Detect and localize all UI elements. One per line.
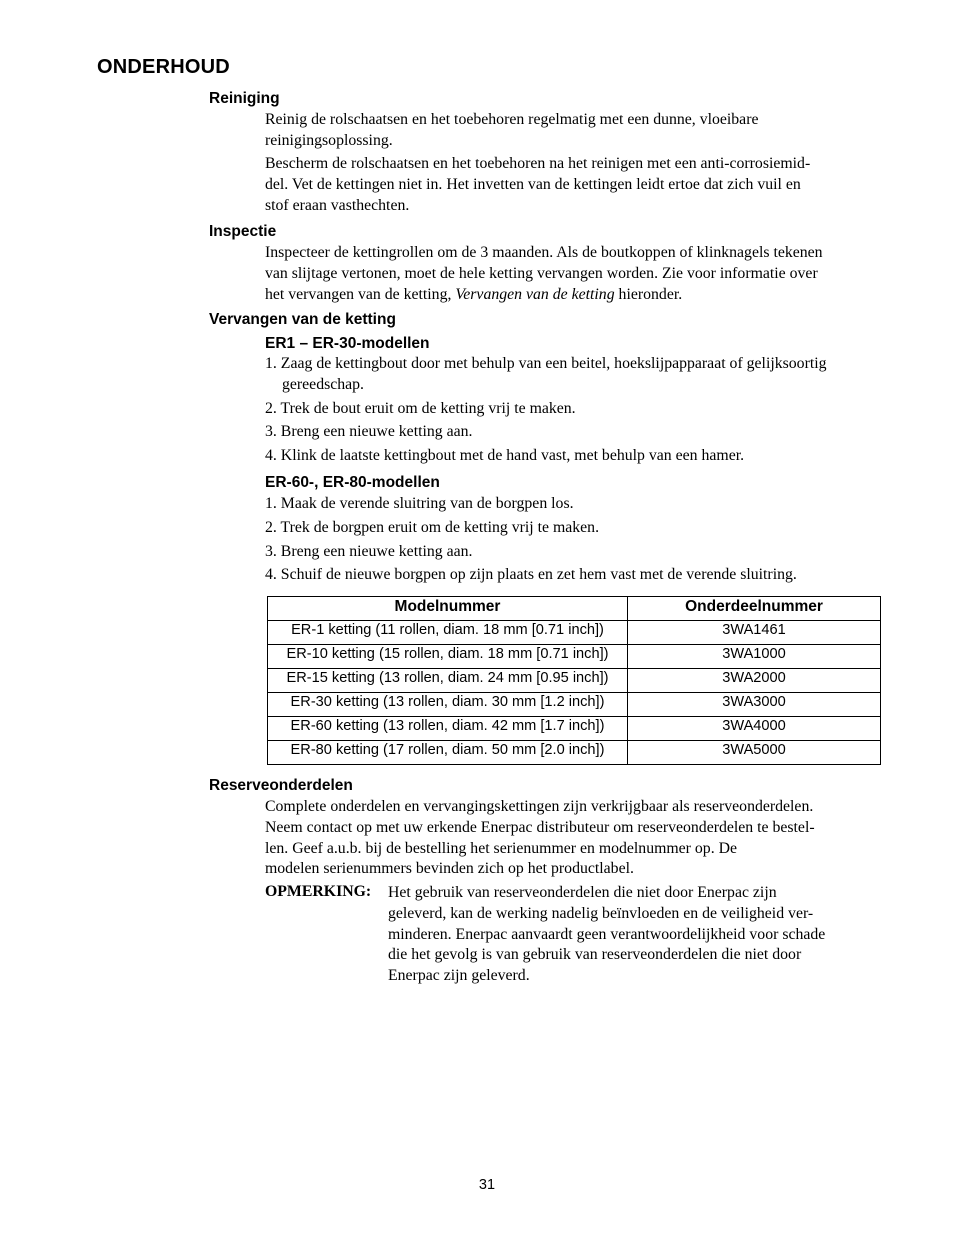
model-cell: ER-80 ketting (17 rollen, diam. 50 mm [2.0 inch]) xyxy=(268,741,628,765)
step-list-er60-er80 xyxy=(265,494,895,586)
model-cell: ER-15 ketting (13 rollen, diam. 24 mm [0.95 inch]) xyxy=(268,669,628,693)
note-text xyxy=(388,883,888,987)
model-cell: ER-30 ketting (13 rollen, diam. 30 mm [1.2 inch]) xyxy=(268,693,628,717)
text-fragment: hieronder. xyxy=(614,285,683,303)
section-heading-reserveonderdelen: Reserveonderdelen xyxy=(209,777,353,794)
text-line xyxy=(265,285,885,306)
text-fragment: het vervangen van de ketting, xyxy=(265,285,456,303)
model-cell: ER-60 ketting (13 rollen, diam. 42 mm [1.7 inch]) xyxy=(268,717,628,741)
text-line: die het gevolg is van gebruik van reserveonderdelen die niet door xyxy=(388,946,802,964)
reiniging-paragraph-2 xyxy=(265,154,885,216)
table-row xyxy=(268,645,881,669)
reiniging-paragraph-1 xyxy=(265,110,885,152)
part-number-cell: 3WA3000 xyxy=(628,693,881,717)
list-item: 2. Trek de bout eruit om de ketting vrij te maken. xyxy=(265,399,576,417)
parts-table xyxy=(267,596,881,765)
part-number-cell: 3WA1000 xyxy=(628,645,881,669)
cross-reference: Vervangen van de ketting xyxy=(455,285,615,303)
text-line: Het gebruik van reserveonderdelen die niet door Enerpac zijn xyxy=(388,884,777,901)
text-line: modelen serienummers bevinden zich op het productlabel. xyxy=(265,860,634,878)
table-row xyxy=(268,741,881,765)
list-item: 3. Breng een nieuwe ketting aan. xyxy=(265,542,473,560)
text-line: minderen. Enerpac aanvaardt geen verantwoordelijkheid voor schade xyxy=(388,925,826,943)
text-line: Complete onderdelen en vervangingskettingen zijn verkrijgbaar als reserveonderdelen. xyxy=(265,798,814,815)
section-heading-inspectie: Inspectie xyxy=(209,223,277,240)
table-row xyxy=(268,621,881,645)
table-header-row xyxy=(268,597,881,621)
text-line: stof eraan vasthechten. xyxy=(265,196,410,214)
page-title: ONDERHOUD xyxy=(97,56,230,78)
model-cell: ER-1 ketting (11 rollen, diam. 18 mm [0.71 inch]) xyxy=(268,621,628,645)
inspectie-paragraph xyxy=(265,243,885,305)
list-item: 2. Trek de borgpen eruit om de ketting vrij te maken. xyxy=(265,518,600,536)
text-line: del. Vet de kettingen niet in. Het invetten van de kettingen leidt ertoe dat zich vuil en xyxy=(265,175,801,193)
list-item: 1. Zaag de kettingbout door met behulp van een beitel, hoekslijpapparaat of gelijksoortig xyxy=(265,355,827,372)
list-item: 4. Klink de laatste kettingbout met de hand vast, met behulp van een hamer. xyxy=(265,447,745,465)
text-line: len. Geef a.u.b. bij de bestelling het serienummer en modelnummer op. De xyxy=(265,839,738,857)
list-item-continuation: gereedschap. xyxy=(282,375,365,393)
text-line: Enerpac zijn geleverd. xyxy=(388,967,530,985)
subsection-heading-er1-er30: ER1 – ER-30-modellen xyxy=(265,335,430,352)
column-header-model: Modelnummer xyxy=(268,597,628,621)
model-cell: ER-10 ketting (15 rollen, diam. 18 mm [0.71 inch]) xyxy=(268,645,628,669)
text-line: Inspecteer de kettingrollen om de 3 maanden. Als de boutkoppen of klinknagels tekenen xyxy=(265,244,823,261)
part-number-cell: 3WA2000 xyxy=(628,669,881,693)
table-row xyxy=(268,693,881,717)
page-number: 31 xyxy=(478,1177,496,1193)
step-list-er1-er30 xyxy=(265,354,895,467)
text-line: reinigingsoplossing. xyxy=(265,131,393,149)
part-number-cell: 3WA1461 xyxy=(628,621,881,645)
list-item: 1. Maak de verende sluitring van de borgpen los. xyxy=(265,495,574,512)
table-row xyxy=(268,669,881,693)
reserve-paragraph xyxy=(265,797,885,880)
text-line: van slijtage vertonen, moet de hele ketting vervangen worden. Zie voor informatie over xyxy=(265,264,818,282)
column-header-part: Onderdeelnummer xyxy=(628,597,881,621)
list-item: 3. Breng een nieuwe ketting aan. xyxy=(265,423,473,441)
text-line: Bescherm de rolschaatsen en het toebehoren na het reinigen met een anti-corrosiemid- xyxy=(265,155,811,172)
note-label: OPMERKING: xyxy=(265,883,372,900)
list-item: 4. Schuif de nieuwe borgpen op zijn plaats en zet hem vast met de verende sluitring. xyxy=(265,566,797,584)
subsection-heading-er60-er80: ER-60-, ER-80-modellen xyxy=(265,474,440,491)
text-line: Reinig de rolschaatsen en het toebehoren regelmatig met een dunne, vloeibare xyxy=(265,111,759,128)
part-number-cell: 3WA5000 xyxy=(628,741,881,765)
section-heading-vervangen: Vervangen van de ketting xyxy=(209,311,396,328)
text-line: geleverd, kan de werking nadelig beïnvloeden en de veiligheid ver- xyxy=(388,904,814,922)
part-number-cell: 3WA4000 xyxy=(628,717,881,741)
table-row xyxy=(268,717,881,741)
text-line: Neem contact op met uw erkende Enerpac distributeur om reserveonderdelen te bestel- xyxy=(265,818,815,836)
section-heading-reiniging: Reiniging xyxy=(209,90,280,107)
